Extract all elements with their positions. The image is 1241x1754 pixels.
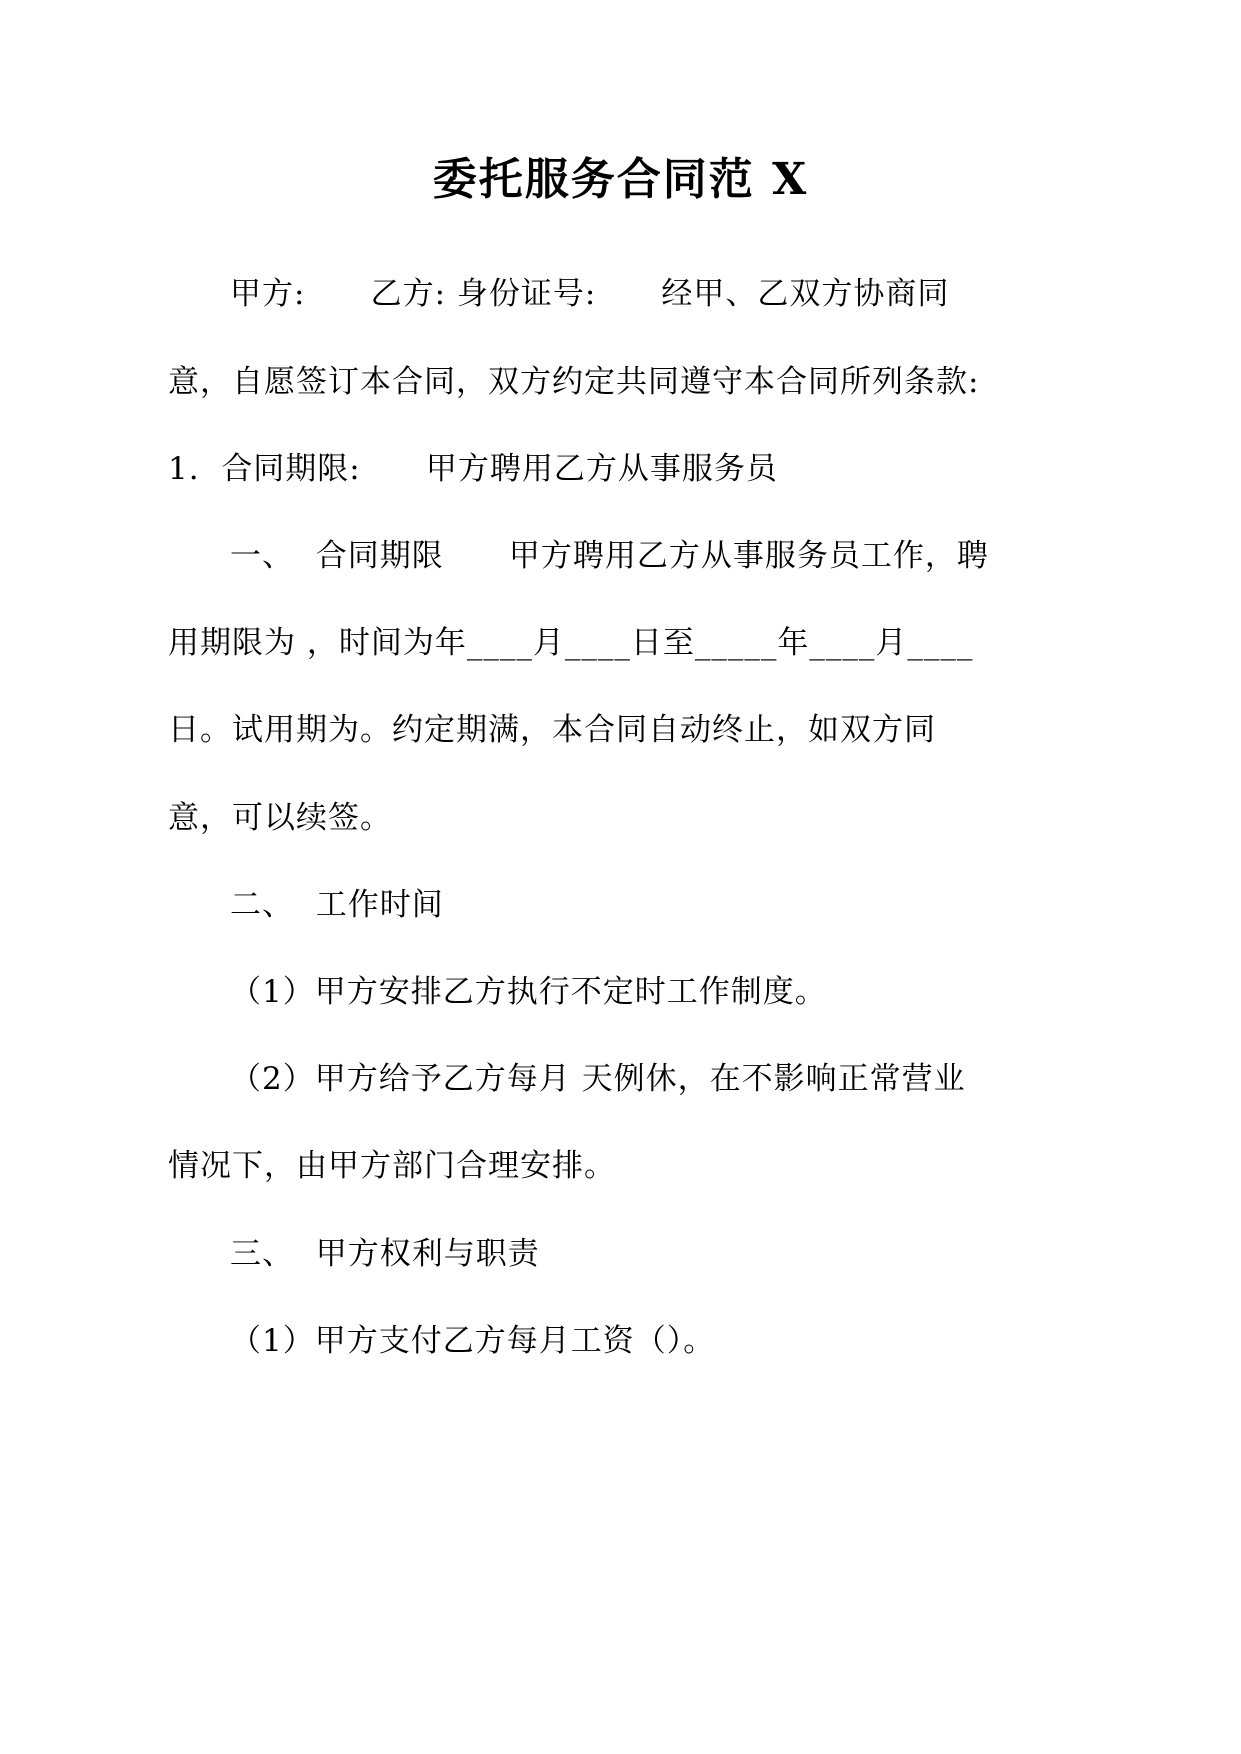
- paragraph-line: 情况下，由甲方部门合理安排。: [168, 1148, 616, 1184]
- paragraph-line: 用期限为 ，时间为年____月____日至_____年____月____: [168, 625, 974, 661]
- paragraph-line: 甲方: 乙方: 身份证号: 经甲、乙双方协商同: [230, 276, 950, 312]
- paragraph-line: 一、 合同期限 甲方聘用乙方从事服务员工作，聘: [230, 538, 989, 574]
- section-heading: 三、 甲方权利与职责: [230, 1236, 540, 1272]
- paragraph-line: 日。试用期为。约定期满，本合同自动终止，如双方同: [168, 712, 936, 748]
- paragraph-line: （1）甲方支付乙方每月工资（）。: [230, 1323, 716, 1359]
- paragraph-line: （1）甲方安排乙方执行不定时工作制度。: [230, 974, 827, 1010]
- paragraph-line: 意，可以续签。: [168, 800, 392, 836]
- section-heading: 二、 工作时间: [230, 887, 444, 923]
- document-title: 委托服务合同范 X: [432, 154, 809, 205]
- paragraph-line: （2）甲方给予乙方每月 天例休，在不影响正常营业: [230, 1061, 966, 1097]
- paragraph-line: 意，自愿签订本合同，双方约定共同遵守本合同所列条款:: [168, 364, 980, 400]
- paragraph-line: 1. 合同期限: 甲方聘用乙方从事服务员: [168, 451, 778, 487]
